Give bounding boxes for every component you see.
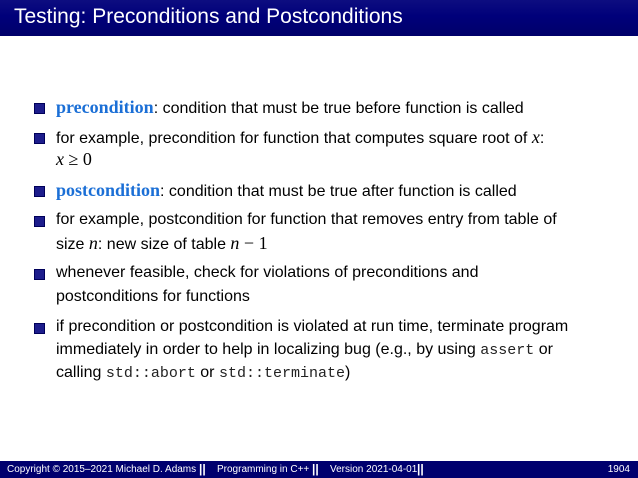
code-std-terminate: std::terminate: [218, 365, 345, 382]
square-bullet-icon: [34, 103, 45, 114]
footer-separator: ||: [199, 462, 206, 476]
math-var-n: n: [88, 233, 98, 253]
footer-page-number: 1904: [607, 464, 630, 475]
bullet-text: whenever feasible, check for violations of preconditions and: [56, 264, 479, 281]
square-bullet-icon: [34, 269, 45, 280]
square-bullet-icon: [34, 216, 45, 227]
code-std-abort: std::abort: [105, 365, 196, 382]
math-number-zero: 0: [82, 149, 92, 169]
bullet-text: postconditions for functions: [56, 288, 250, 305]
math-var-x: x: [56, 149, 64, 169]
bullet-text: : new size of table: [97, 236, 231, 253]
bullet-text: for example, precondition for function that computes square root of: [56, 130, 532, 147]
bullet-text: : condition that must be true before function is called: [153, 100, 524, 117]
footer-separator: ||: [417, 462, 424, 476]
bullet-text: ): [344, 364, 351, 381]
footer-bar: [0, 461, 638, 478]
footer-copyright: Copyright © 2015–2021 Michael D. Adams: [7, 464, 197, 475]
term-precondition: precondition: [56, 97, 154, 117]
bullet-text: for example, postcondition for function that removes entry from table of: [56, 211, 557, 228]
title-bar: [0, 0, 638, 36]
square-bullet-icon: [34, 323, 45, 334]
footer-separator: ||: [312, 462, 319, 476]
footer-version: Version 2021-04-01: [330, 464, 418, 475]
bullet-text: : condition that must be true after function is called: [160, 183, 517, 200]
bullet-text: or: [534, 341, 553, 358]
square-bullet-icon: [34, 133, 45, 144]
math-expression: − 1: [239, 233, 268, 253]
bullet-text: if precondition or postcondition is violated at run time, terminate program: [56, 318, 569, 335]
math-var-x: x: [531, 127, 540, 147]
slide-title: Testing: Preconditions and Postconditions: [14, 5, 403, 28]
bullet-text: size: [56, 236, 89, 253]
code-assert: assert: [480, 342, 535, 359]
term-postcondition: postcondition: [56, 180, 161, 200]
bullet-text: immediately in order to help in localizing bug (e.g., by using: [56, 341, 481, 358]
bullet-text: or: [195, 364, 219, 381]
bullet-text: calling: [56, 364, 106, 381]
footer-course: Programming in C++: [217, 464, 310, 475]
square-bullet-icon: [34, 186, 45, 197]
math-operator-geq: ≥: [64, 149, 83, 169]
bullet-text-colon: :: [539, 130, 545, 147]
math-var-n: n: [230, 233, 240, 253]
